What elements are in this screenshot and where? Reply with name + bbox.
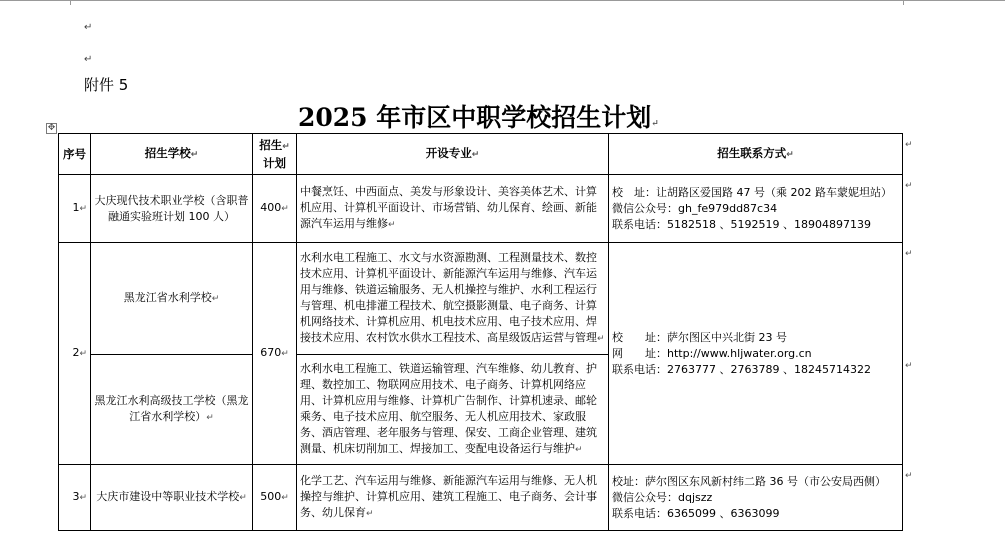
row-no: 3↵ bbox=[59, 465, 91, 531]
school-name: 大庆市建设中等职业技术学校↵ bbox=[91, 465, 253, 531]
row-end-mark: ↵ bbox=[905, 471, 913, 481]
ruler-top bbox=[0, 0, 1005, 4]
paragraph-mark: ↵ bbox=[84, 54, 93, 65]
header-plan: 招生↵ 计划 bbox=[253, 134, 297, 175]
row-end-mark: ↵ bbox=[905, 140, 913, 150]
row-no: 2↵ bbox=[59, 243, 91, 465]
row-end-mark: ↵ bbox=[905, 361, 913, 371]
row-no: 1↵ bbox=[59, 175, 91, 243]
contact-info: 校 址：让胡路区爱国路 47 号（乘 202 路车蒙妮坦站） 微信公众号：gh_fe979dd87c34 联系电话：5182518 、5192519 、18904897139 bbox=[609, 175, 903, 243]
enrollment-table bbox=[58, 133, 903, 531]
move-handle-icon[interactable]: ✥ bbox=[47, 123, 56, 133]
paragraph-mark: ↵ bbox=[84, 22, 93, 33]
header-school: 招生学校↵ bbox=[91, 134, 253, 175]
table-row bbox=[59, 465, 903, 531]
contact-info: 校址：萨尔图区东风新村纬二路 36 号（市公安局西侧） 微信公众号：dqjszz 联系电话：6365099 、6363099 bbox=[609, 465, 903, 531]
school-name: 黑龙江省水利学校↵ bbox=[91, 243, 253, 355]
table-header-row bbox=[59, 134, 903, 175]
attachment-label: 附件 5 bbox=[84, 76, 129, 94]
majors-list: 化学工艺、汽车运用与维修、新能源汽车运用与维修、无人机操控与维护、计算机应用、建筑工程施工、电子商务、会计事务、幼儿保育↵ bbox=[297, 465, 609, 531]
plan-count: 500↵ bbox=[253, 465, 297, 531]
plan-count: 400↵ bbox=[253, 175, 297, 243]
page-title: 2025 年市区中职学校招生计划↵ bbox=[298, 103, 659, 132]
contact-info: 校 址：萨尔图区中兴北街 23 号 网 址：http://www.hljwater.org.cn 联系电话：2763777 、2763789 、18245714322 bbox=[609, 243, 903, 465]
table-row bbox=[59, 175, 903, 243]
table-row bbox=[59, 243, 903, 355]
plan-count: 670↵ bbox=[253, 243, 297, 465]
majors-list: 水利水电工程施工、铁道运输管理、汽车维修、幼儿教育、护理、数控加工、物联网应用技术、电子商务、计算机网络应用、计算机应用与维修、计算机广告制作、计算机速录、邮轮乘务、电子技术应用、航空服务、无人机应用技术、家政服务、酒店管理、老年服务与管理、保安、工商企业管理、建筑测量、机床切削加工、焊接加工、变配电设备运行与维护↵ bbox=[297, 355, 609, 465]
header-no: 序号 bbox=[59, 134, 91, 175]
header-contact: 招生联系方式↵ bbox=[609, 134, 903, 175]
majors-list: 中餐烹饪、中西面点、美发与形象设计、美容美体艺术、计算机应用、计算机平面设计、市场营销、幼儿保育、绘画、新能源汽车运用与维修↵ bbox=[297, 175, 609, 243]
row-end-mark: ↵ bbox=[905, 249, 913, 259]
majors-list: 水利水电工程施工、水文与水资源勘测、工程测量技术、数控技术应用、计算机平面设计、新能源汽车运用与维修、汽车运用与维修、铁道运输服务、无人机操控与维护、水利工程运行与管理、机电排灌工程技术、航空摄影测量、电子商务、计算机网络技术、计算机应用、机电技术应用、电子技术应用、焊接技术应用、农村饮水供水工程技术、高星级饭店运营与管理↵ bbox=[297, 243, 609, 355]
row-end-mark: ↵ bbox=[905, 181, 913, 191]
header-majors: 开设专业↵ bbox=[297, 134, 609, 175]
ruler-tick bbox=[903, 0, 904, 5]
school-name: 黑龙江水利高级技工学校（黑龙江省水利学校）↵ bbox=[91, 355, 253, 465]
ruler-tick bbox=[70, 0, 71, 5]
school-name: 大庆现代技术职业学校（含职普融通实验班计划 100 人） bbox=[91, 175, 253, 243]
